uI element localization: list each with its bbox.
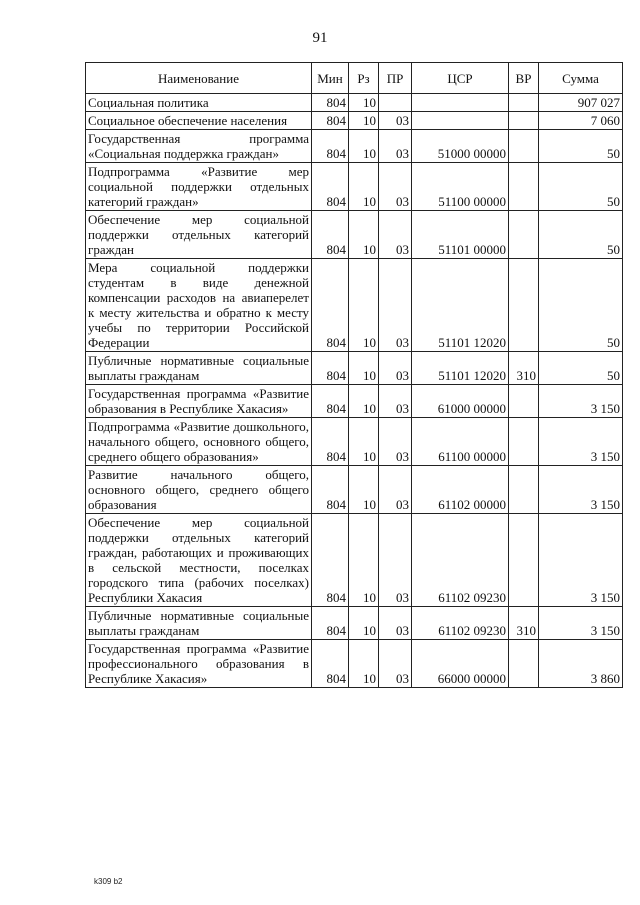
cell-csr: 51100 00000 <box>412 163 509 211</box>
cell-vr <box>509 211 539 259</box>
cell-sum: 3 150 <box>539 385 623 418</box>
table-row <box>86 514 623 607</box>
cell-pr: 03 <box>379 418 412 466</box>
header-vr: ВР <box>509 63 539 94</box>
cell-min: 804 <box>312 607 349 640</box>
cell-min: 804 <box>312 352 349 385</box>
cell-csr <box>412 94 509 112</box>
cell-pr: 03 <box>379 259 412 352</box>
cell-vr <box>509 466 539 514</box>
header-name: Наименование <box>86 63 312 94</box>
cell-min: 804 <box>312 112 349 130</box>
cell-name: Публичные нормативные социальные выплаты гражданам <box>86 607 312 640</box>
cell-vr <box>509 94 539 112</box>
cell-pr: 03 <box>379 112 412 130</box>
table-row <box>86 112 623 130</box>
cell-rz: 10 <box>349 94 379 112</box>
cell-pr: 03 <box>379 514 412 607</box>
cell-sum: 50 <box>539 163 623 211</box>
cell-sum: 3 150 <box>539 514 623 607</box>
cell-pr: 03 <box>379 640 412 688</box>
cell-rz: 10 <box>349 640 379 688</box>
table-row <box>86 385 623 418</box>
table-row <box>86 640 623 688</box>
cell-name: Обеспечение мер социальной поддержки отдельных категорий граждан <box>86 211 312 259</box>
cell-rz: 10 <box>349 607 379 640</box>
cell-pr: 03 <box>379 352 412 385</box>
table-row <box>86 130 623 163</box>
cell-rz: 10 <box>349 418 379 466</box>
cell-pr: 03 <box>379 163 412 211</box>
cell-min: 804 <box>312 418 349 466</box>
cell-min: 804 <box>312 163 349 211</box>
cell-min: 804 <box>312 514 349 607</box>
cell-min: 804 <box>312 130 349 163</box>
table-row <box>86 466 623 514</box>
cell-pr: 03 <box>379 466 412 514</box>
cell-csr <box>412 112 509 130</box>
cell-sum: 3 150 <box>539 466 623 514</box>
cell-name: Социальная политика <box>86 94 312 112</box>
cell-sum: 50 <box>539 259 623 352</box>
cell-csr: 61102 09230 <box>412 607 509 640</box>
cell-name: Подпрограмма «Развитие мер социальной поддержки отдельных категорий граждан» <box>86 163 312 211</box>
cell-name: Публичные нормативные социальные выплаты гражданам <box>86 352 312 385</box>
cell-vr: 310 <box>509 352 539 385</box>
cell-rz: 10 <box>349 163 379 211</box>
cell-sum: 50 <box>539 211 623 259</box>
cell-pr: 03 <box>379 607 412 640</box>
cell-name: Государственная программа «Развитие профессионального образования в Республике Хакасия» <box>86 640 312 688</box>
cell-csr: 61102 00000 <box>412 466 509 514</box>
cell-rz: 10 <box>349 130 379 163</box>
cell-name: Социальное обеспечение населения <box>86 112 312 130</box>
cell-csr: 66000 00000 <box>412 640 509 688</box>
header-pr: ПР <box>379 63 412 94</box>
cell-sum: 3 150 <box>539 607 623 640</box>
cell-csr: 51101 12020 <box>412 352 509 385</box>
cell-rz: 10 <box>349 514 379 607</box>
budget-table <box>85 62 623 688</box>
cell-csr: 51000 00000 <box>412 130 509 163</box>
cell-pr <box>379 94 412 112</box>
cell-csr: 51101 00000 <box>412 211 509 259</box>
cell-min: 804 <box>312 94 349 112</box>
cell-vr <box>509 112 539 130</box>
cell-csr: 61102 09230 <box>412 514 509 607</box>
cell-sum: 3 860 <box>539 640 623 688</box>
cell-sum: 7 060 <box>539 112 623 130</box>
footer-code: k309 b2 <box>94 877 123 886</box>
cell-name: Развитие начального общего, основного общего, среднего общего образования <box>86 466 312 514</box>
header-csr: ЦСР <box>412 63 509 94</box>
table-header-row <box>86 63 623 94</box>
cell-min: 804 <box>312 211 349 259</box>
cell-min: 804 <box>312 259 349 352</box>
cell-vr <box>509 418 539 466</box>
cell-sum: 50 <box>539 130 623 163</box>
cell-sum: 50 <box>539 352 623 385</box>
cell-vr <box>509 130 539 163</box>
cell-rz: 10 <box>349 352 379 385</box>
cell-pr: 03 <box>379 130 412 163</box>
cell-name: Государственная программа «Социальная поддержка граждан» <box>86 130 312 163</box>
header-rz: Рз <box>349 63 379 94</box>
cell-rz: 10 <box>349 211 379 259</box>
table-body <box>86 94 623 688</box>
table-row <box>86 418 623 466</box>
cell-vr <box>509 259 539 352</box>
cell-pr: 03 <box>379 211 412 259</box>
cell-name: Государственная программа «Развитие образования в Республике Хакасия» <box>86 385 312 418</box>
cell-min: 804 <box>312 385 349 418</box>
table-row <box>86 607 623 640</box>
cell-vr <box>509 640 539 688</box>
table-row <box>86 163 623 211</box>
table-row <box>86 352 623 385</box>
cell-vr <box>509 163 539 211</box>
page-number: 91 <box>312 30 328 46</box>
cell-name: Мера социальной поддержки студентам в виде денежной компенсации расходов на авиаперелет к месту жительства и обратно к месту учебы по территории Российской Федерации <box>86 259 312 352</box>
cell-csr: 61100 00000 <box>412 418 509 466</box>
cell-csr: 51101 12020 <box>412 259 509 352</box>
header-min: Мин <box>312 63 349 94</box>
cell-name: Подпрограмма «Развитие дошкольного, начального общего, основного общего, среднего общего образования» <box>86 418 312 466</box>
table-row <box>86 94 623 112</box>
cell-vr: 310 <box>509 607 539 640</box>
cell-rz: 10 <box>349 112 379 130</box>
cell-sum: 3 150 <box>539 418 623 466</box>
cell-name: Обеспечение мер социальной поддержки отдельных категорий граждан, работающих и проживающих в сельской местности, поселках городского типа (рабочих поселках) Республики Хакасия <box>86 514 312 607</box>
cell-rz: 10 <box>349 259 379 352</box>
cell-vr <box>509 514 539 607</box>
table-row <box>86 259 623 352</box>
cell-rz: 10 <box>349 466 379 514</box>
cell-csr: 61000 00000 <box>412 385 509 418</box>
cell-pr: 03 <box>379 385 412 418</box>
cell-min: 804 <box>312 640 349 688</box>
cell-min: 804 <box>312 466 349 514</box>
cell-sum: 907 027 <box>539 94 623 112</box>
cell-vr <box>509 385 539 418</box>
cell-rz: 10 <box>349 385 379 418</box>
header-sum: Сумма <box>539 63 623 94</box>
table-row <box>86 211 623 259</box>
